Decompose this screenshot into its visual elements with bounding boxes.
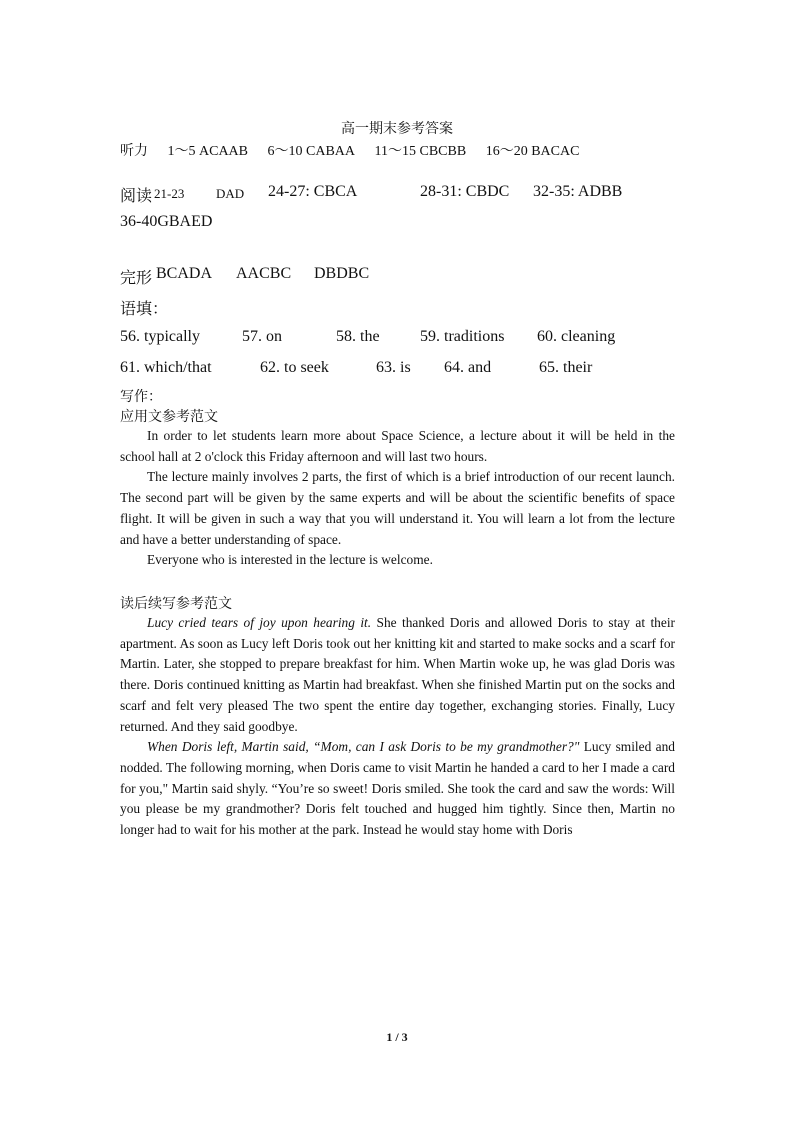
- essay-paragraph: In order to let students learn more about Space Science, a lecture about it will be held in the school hall at 2 o'clock this Friday afternoon and will last two hours.: [120, 428, 675, 464]
- listening-group: 1～5 ACAAB: [167, 144, 249, 159]
- grammar-item: 62. to seek: [260, 359, 329, 376]
- listening-group: 6～10 CABAA: [267, 144, 356, 159]
- page-title: 高一期末参考答案: [341, 122, 453, 137]
- practical-writing-essay: [120, 426, 675, 571]
- page-number: 1 / 3: [386, 1030, 408, 1044]
- grammar-item: 63. is: [376, 359, 411, 376]
- grammar-item: 60. cleaning: [537, 328, 616, 345]
- essay-paragraph: [120, 613, 675, 737]
- essay-lead-sentence: When Doris left, Martin said, “Mom, can I ask Doris to be my grandmother?": [147, 739, 580, 755]
- essay-lead-sentence: Lucy cried tears of joy upon hearing it.: [147, 615, 372, 630]
- listening-group: 11～15 CBCBB: [374, 144, 467, 159]
- reading-group: 24-27: CBCA: [268, 183, 358, 200]
- grammar-label: 语填：: [120, 301, 169, 318]
- essay-paragraph: Everyone who is interested in the lecture is welcome.: [147, 552, 433, 568]
- reading-group: 32-35: ADBB: [533, 183, 623, 200]
- grammar-item: 58. the: [336, 328, 380, 345]
- listening-answers: [120, 140, 595, 160]
- grammar-item: 57. on: [242, 328, 282, 345]
- essay-paragraph: [120, 737, 675, 841]
- essay-body: Lucy smiled and nodded. The following morning, when Doris came to visit Martin he handed a card to her I made a card for you," Martin said shyly. “You’re so sweet! Doris smiled. She took the card and saw the words: Will you please be my grandmother? Doris felt touched and hugged him tightly. Since then, Martin no longer had to wait for his mother at the park. Instead he would stay home with Doris: [120, 739, 675, 838]
- cloze-label: 完形: [120, 270, 153, 287]
- essay-body: She thanked Doris and allowed Doris to stay at their apartment. As soon as Lucy left Doris took out her knitting kit and started to make socks and a scarf for Martin. Later, she stopped to prepare breakfast for him. When Martin woke up, he was glad Doris was there. Doris continued knitting as Martin had breakfast. When she finished Martin put on the socks and scarf and felt very pleased The two spent the entire day together, exchanging stories. Finally, Lucy returned. And they said goodbye.: [120, 615, 676, 734]
- reading-label: 阅读: [120, 188, 153, 205]
- grammar-item: 65. their: [539, 359, 593, 376]
- cloze-group: AACBC: [236, 265, 292, 282]
- grammar-item: 59. traditions: [420, 328, 505, 345]
- grammar-item: 64. and: [444, 359, 492, 376]
- reading-group: 36-40GBAED: [120, 213, 213, 230]
- reading-group: DAD: [216, 186, 245, 201]
- grammar-item: 61. which/that: [120, 359, 212, 376]
- continuation-writing-essay: [120, 613, 675, 841]
- reading-range: 21-23: [154, 186, 185, 201]
- continuation-writing-heading: 读后续写参考范文: [120, 597, 232, 612]
- practical-writing-heading: 应用文参考范文: [120, 410, 218, 425]
- listening-group: 16～20 BACAC: [485, 144, 580, 159]
- cloze-group: DBDBC: [314, 265, 370, 282]
- essay-paragraph: The lecture mainly involves 2 parts, the first of which is a brief introduction of our recent launch. The second part will be given by the same experts and will be about the scientific benefits of space flight. It will be given in such a way that you will understand it. You will learn a lot from the lecture and have a better understanding of space.: [120, 469, 675, 547]
- writing-label: 写作：: [120, 390, 162, 405]
- listening-label: 听力: [120, 144, 148, 159]
- cloze-group: BCADA: [156, 265, 213, 282]
- grammar-item: 56. typically: [120, 328, 200, 345]
- reading-group: 28-31: CBDC: [420, 183, 510, 200]
